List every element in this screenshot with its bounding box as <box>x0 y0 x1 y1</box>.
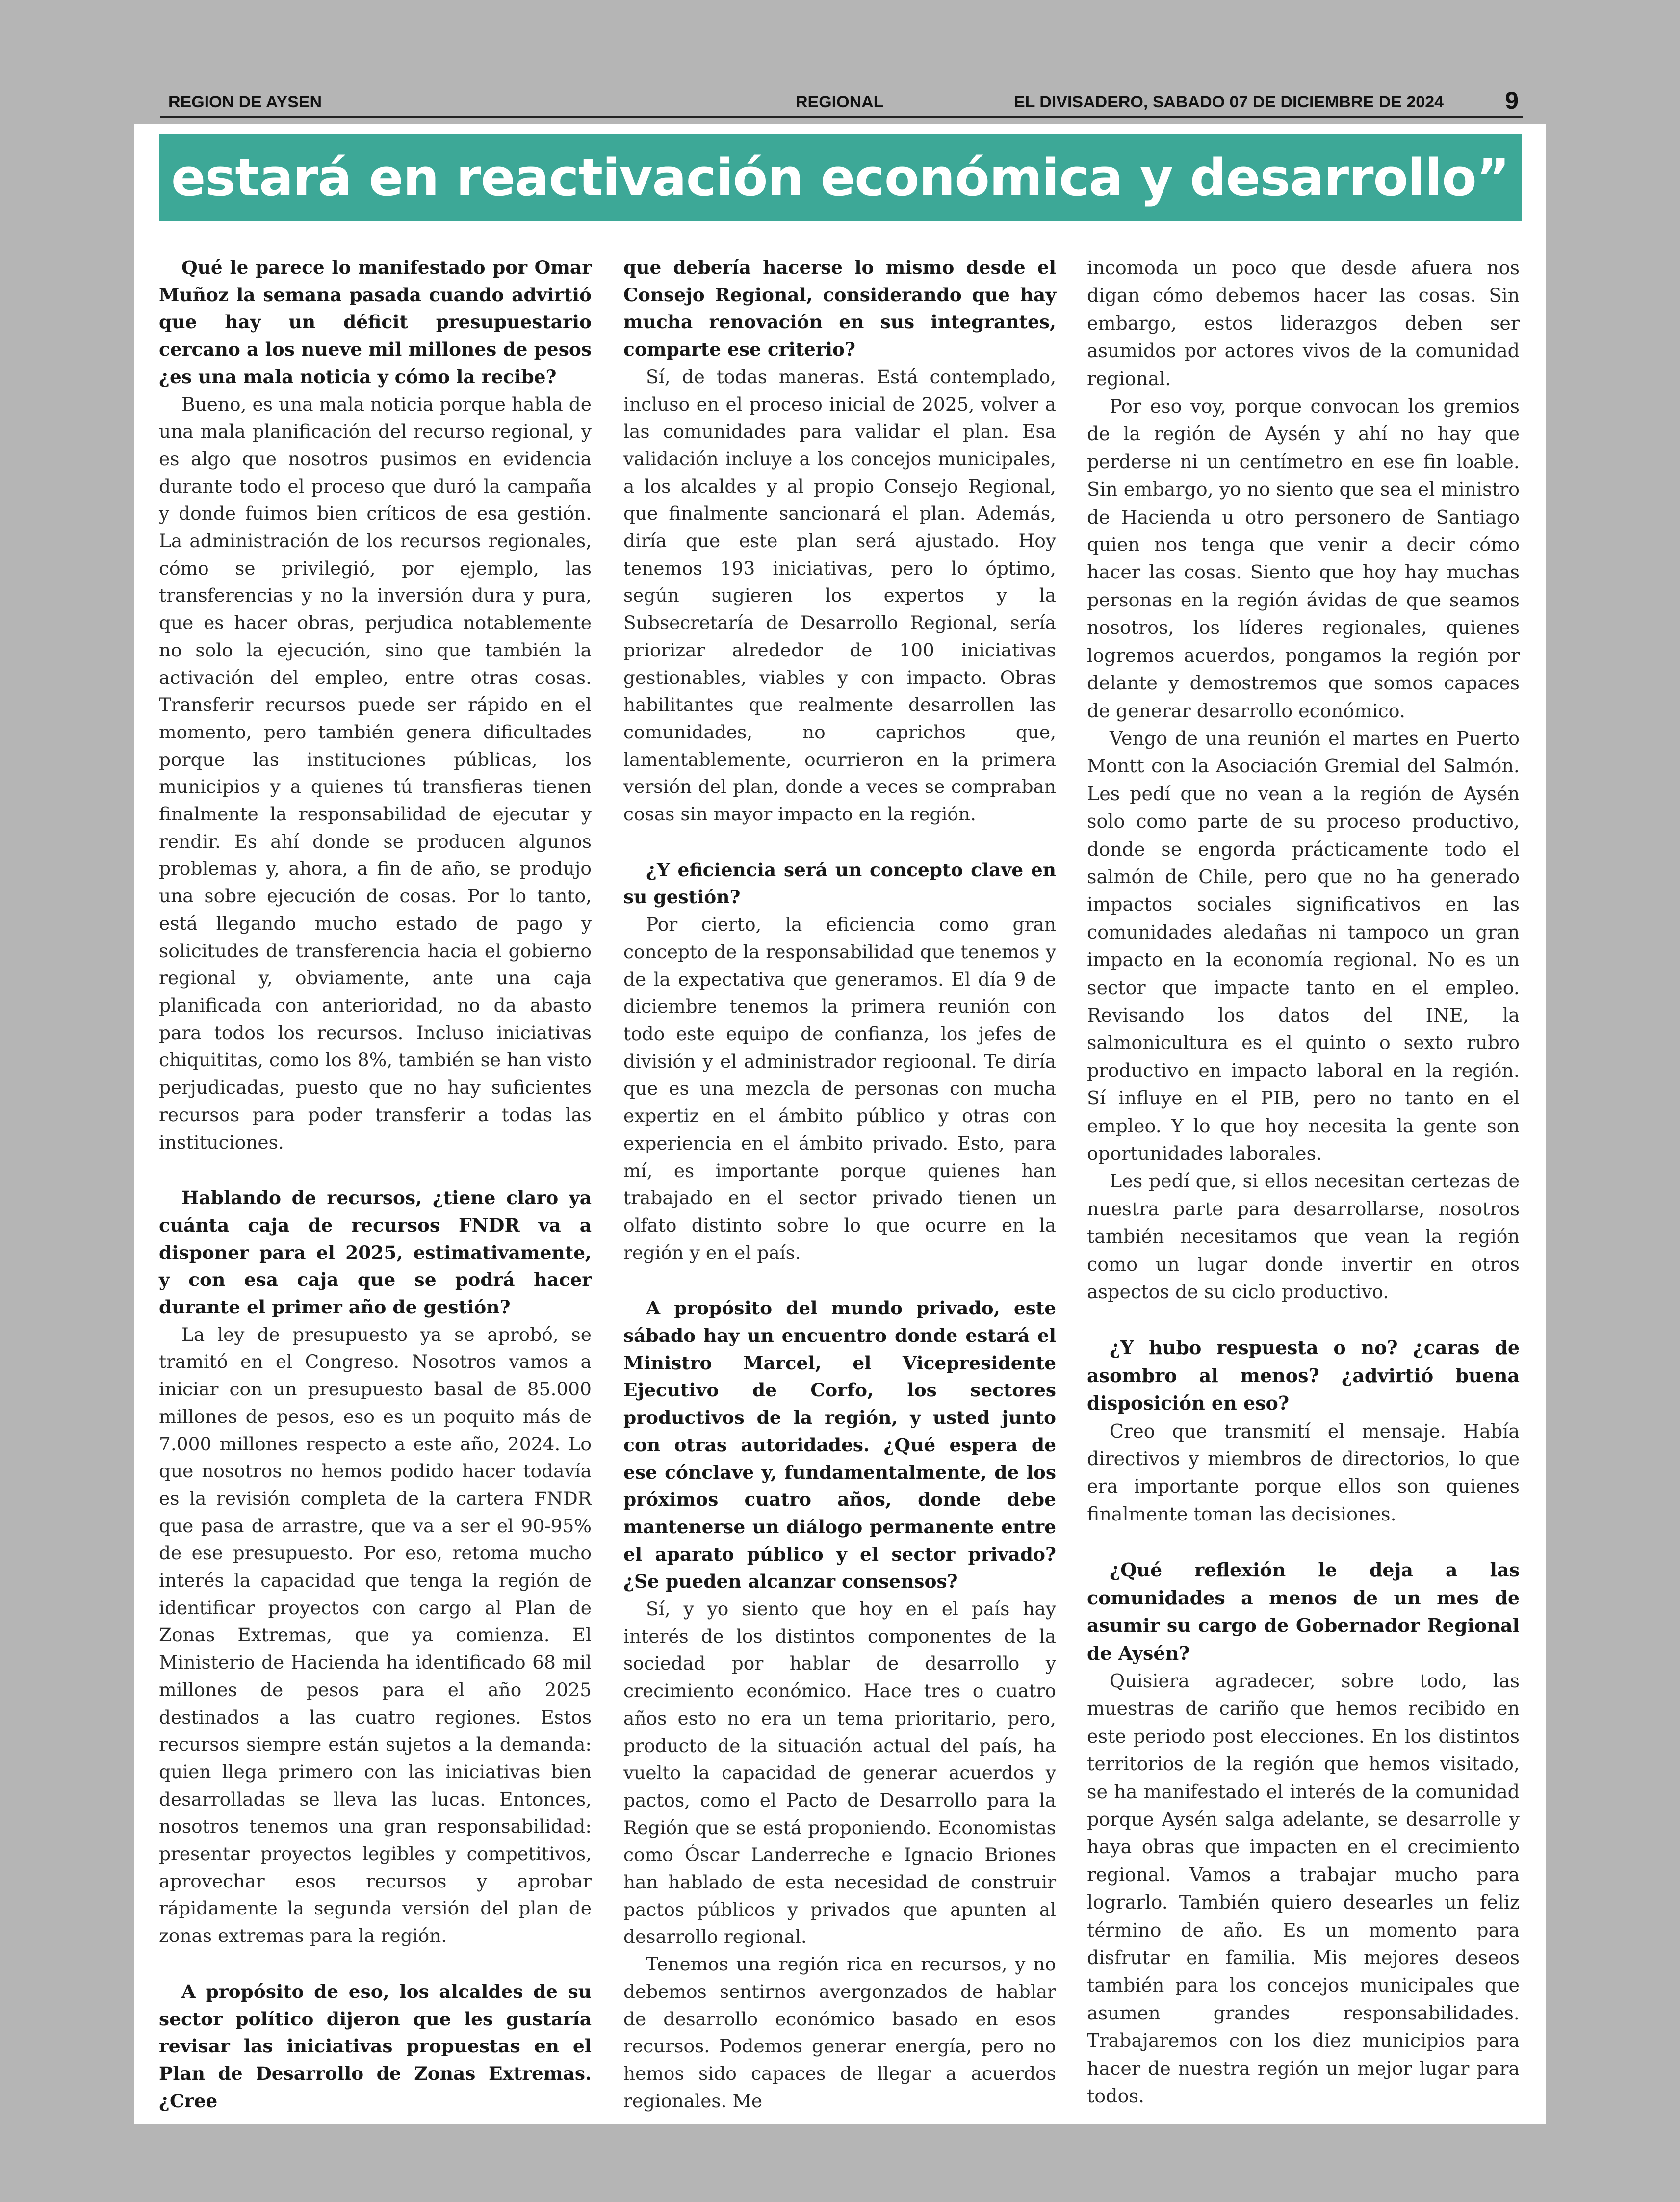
question-paragraph: Hablando de recursos, ¿tiene claro ya cuánta caja de recursos FNDR va a disponer para el 2025, estimativamente, y con esa caja que se podrá hacer durante el primer año de gestión? <box>159 1187 592 1318</box>
answer-paragraph: Vengo de una reunión el martes en Puerto Montt con la Asociación Gremial del Salmón. Les pedí que no vean a la región de Aysén solo como parte de su proceso productivo, donde se engorda prácticamente todo el salmón de Chile, pero que no ha generado impactos sociales significativos en las comunidades aledañas ni tampoco un gran impacto en la economía regional. No es un sector que impacte tanto en el empleo. Revisando los datos del INE, la salmonicultura es el quinto o sexto rubro productivo en impacto laboral en la región. Sí influye en el PIB, pero no tanto en el empleo. Y lo que hoy necesita la gente son oportunidades laborales. <box>1087 727 1520 1164</box>
article-page <box>134 124 1546 2124</box>
question-paragraph: ¿Y eficiencia será un concepto clave en su gestión? <box>623 859 1056 908</box>
question-paragraph: ¿Y hubo respuesta o no? ¿caras de asombro al menos? ¿advirtió buena disposición en eso? <box>1087 1337 1520 1415</box>
question-paragraph: que debería hacerse lo mismo desde el Consejo Regional, considerando que hay mucha renovación en sus integrantes, comparte ese criterio? <box>623 257 1056 361</box>
page-number: 9 <box>1505 87 1519 114</box>
answer-paragraph: Creo que transmití el mensaje. Había directivos y miembros de directorios, lo que era importante porque ellos son quienes finalmente toman las decisiones. <box>1087 1420 1520 1525</box>
section-category: REGIONAL <box>796 93 884 111</box>
answer-paragraph: Por eso voy, porque convocan los gremios de la región de Aysén y ahí no hay que perderse ni un centímetro en ese fin loable. Sin embargo, yo no siento que sea el ministro de Hacienda u otro personero de Santiago quien nos tenga que venir a decir cómo hacer las cosas. Siento que hoy hay muchas personas en la región ávidas de que seamos nosotros, los líderes regionales, quienes logremos acuerdos, pongamos la región por delante y demostremos que somos capaces de generar desarrollo económico. <box>1087 395 1520 722</box>
answer-paragraph: La ley de presupuesto ya se aprobó, se tramitó en el Congreso. Nosotros vamos a iniciar con un presupuesto basal de 85.000 millones de pesos, eso es un poquito más de 7.000 millones respecto a este año, 2024. Lo que nosotros no hemos podido hacer todavía es la revisión completa de la cartera FNDR que pasa de arrastre, que va a ser el 90-95% de ese presupuesto. Por eso, retoma mucho interés la capacidad que tenga la región de identificar proyectos con cargo al Plan de Zonas Extremas, que ya comienza. El Ministerio de Hacienda ha identificado 68 mil millones de pesos para el año 2025 destinados a las cuatro regiones. Estos recursos siempre están sujetos a la demanda: quien llega primero con las iniciativas bien desarrolladas se lleva las lucas. Entonces, nosotros tenemos una gran responsabilidad: presentar proyectos legibles y competitivos, aprovechar esos recursos y aprobar rápidamente la segunda versión del plan de zonas extremas para la región. <box>159 1323 592 1947</box>
dateline: EL DIVISADERO, SABADO 07 DE DICIEMBRE DE 2024 <box>1014 93 1444 111</box>
article-column-2 <box>623 254 1056 2115</box>
article-column-3 <box>1087 254 1520 2110</box>
section-name: REGION DE AYSEN <box>168 93 322 111</box>
article-column-1 <box>159 254 592 2115</box>
answer-paragraph: Por cierto, la eficiencia como gran concepto de la responsabilidad que tenemos y de la expectativa que generamos. El día 9 de diciembre tenemos la primera reunión con todo este equipo de confianza, los jefes de división y el administrador regioonal. Te diría que es una mezcla de personas con mucha expertiz en el ámbito público y otras con experiencia en el ámbito privado. Esto, para mí, es importante porque quienes han trabajado en el sector privado tienen un olfato distinto sobre lo que ocurre en la región y en el país. <box>623 914 1056 1263</box>
answer-paragraph: Sí, de todas maneras. Está contemplado, incluso en el proceso inicial de 2025, volver a las comunidades para validar el plan. Esa validación incluye a los concejos municipales, a los alcaldes y al propio Consejo Regional, que finalmente sancionará el plan. Además, diría que este plan será ajustado. Hoy tenemos 193 iniciativas, pero lo óptimo, según sugieren los expertos y la Subsecretaría de Desarrollo Regional, sería priorizar alrededor de 100 iniciativas gestionables, viables y con impacto. Obras habilitantes que realmente desarrollen las comunidades, no caprichos que, lamentablemente, ocurrieron en la primera versión del plan, donde a veces se compraban cosas sin mayor impacto en la región. <box>623 366 1056 825</box>
answer-paragraph: Les pedí que, si ellos necesitan certezas de nuestra parte para desarrollarse, nosotros también necesitamos que vean la región como un lugar donde invertir en otros aspectos de su ciclo productivo. <box>1087 1170 1520 1303</box>
page-header <box>160 82 1523 118</box>
answer-paragraph: Sí, y yo siento que hoy en el país hay interés de los distintos componentes de la sociedad por hablar de desarrollo y crecimiento económico. Hace tres o cuatro años esto no era un tema prioritario, pero, producto de la situación actual del país, ha vuelto la capacidad de generar acuerdos y pactos, como el Pacto de Desarrollo para la Región que se está proponiendo. Economistas como Óscar Landerreche e Ignacio Briones han hablado de esta necesidad de construir pactos públicos y privados que apunten al desarrollo regional. <box>623 1598 1056 1948</box>
answer-paragraph: incomoda un poco que desde afuera nos digan cómo debemos hacer las cosas. Sin embargo, estos liderazgos deben ser asumidos por actores vivos de la comunidad regional. <box>1087 257 1520 390</box>
headline: estará en reactivación económica y desarrollo” <box>171 148 1510 208</box>
answer-paragraph: Quisiera agradecer, sobre todo, las muestras de cariño que hemos recibido en este periodo post elecciones. En los distintos territorios de la región que hemos visitado, se ha manifestado el interés de la comunidad porque Aysén salga adelante, se desarrolle y haya obras que impacten en el crecimiento regional. Vamos a trabajar mucho para lograrlo. También quiero desearles un feliz término de año. Es un momento para disfrutar en familia. Mis mejores deseos también para los concejos municipales que asumen grandes responsabilidades. Trabajaremos con los diez municipios para hacer de nuestra región un mejor lugar para todos. <box>1087 1670 1520 2107</box>
question-paragraph: A propósito del mundo privado, este sábado hay un encuentro donde estará el Ministro Marcel, el Vicepresidente Ejecutivo de Corfo, los sectores productivos de la región, y usted junto con otras autoridades. ¿Qué espera de ese cónclave y, fundamentalmente, de los próximos cuatro años, donde debe mantenerse un diálogo permanente entre el aparato público y el sector privado? ¿Se pueden alcanzar consensos? <box>623 1297 1056 1593</box>
question-paragraph: Qué le parece lo manifestado por Omar Muñoz la semana pasada cuando advirtió que hay un déficit presupuestario cercano a los nueve mil millones de pesos ¿es una mala noticia y cómo la recibe? <box>159 257 592 388</box>
question-paragraph: A propósito de eso, los alcaldes de su sector político dijeron que les gustaría revisar las iniciativas propuestas en el Plan de Desarrollo de Zonas Extremas. ¿Cree <box>159 1980 592 2112</box>
headline-banner <box>159 134 1522 221</box>
answer-paragraph: Tenemos una región rica en recursos, y no debemos sentirnos avergonzados de hablar de desarrollo económico basado en esos recursos. Podemos generar energía, pero no hemos sido capaces de llegar a acuerdos regionales. Me <box>623 1953 1056 2112</box>
answer-paragraph: Bueno, es una mala noticia porque habla de una mala planificación del recurso regional, y es algo que nosotros pusimos en evidencia durante todo el proceso que duró la campaña y donde fuimos bien críticos de esa gestión. La administración de los recursos regionales, cómo se privilegió, por ejemplo, las transferencias y no la inversión dura y pura, que es hacer obras, perjudica notablemente no solo la ejecución, sino que también la activación del empleo, entre otras cosas. Transferir recursos puede ser rápido en el momento, pero también genera dificultades porque las instituciones públicas, los municipios y a quienes tú transfieras tienen finalmente la responsabilidad de ejecutar y rendir. Es ahí donde se producen algunos problemas y, ahora, a fin de año, se produjo una sobre ejecución de cosas. Por lo tanto, está llegando mucho estado de pago y solicitudes de transferencia hacia el gobierno regional y, obviamente, ante una caja planificada con anterioridad, no da abasto para todos los recursos. Incluso iniciativas chiquititas, como los 8%, también se han visto perjudicadas, puesto que no hay suficientes recursos para poder transferir a todas las instituciones. <box>159 393 592 1153</box>
question-paragraph: ¿Qué reflexión le deja a las comunidades a menos de un mes de asumir su cargo de Gobernador Regional de Aysén? <box>1087 1559 1520 1664</box>
